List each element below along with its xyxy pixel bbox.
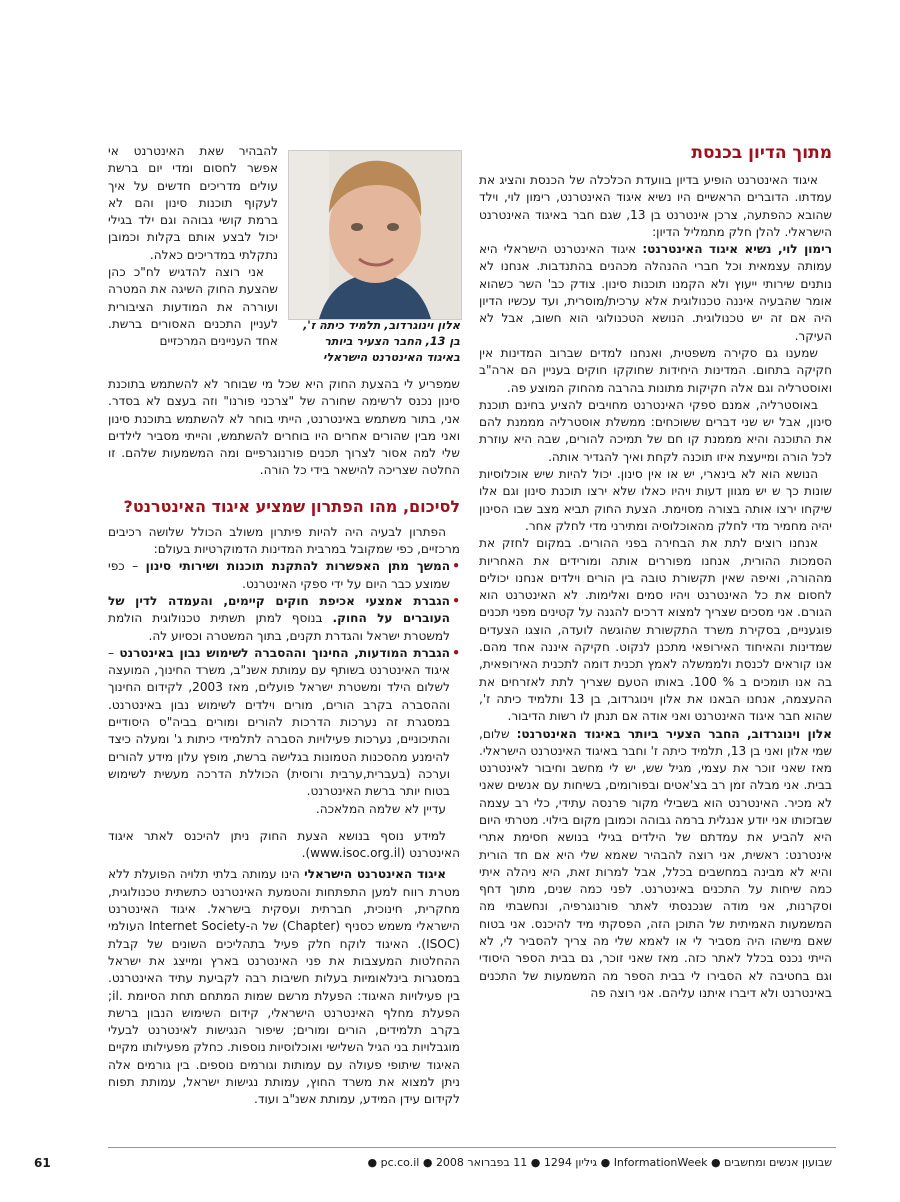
speaker-name: רימון לוי, נשיא איגוד האינטרנט: <box>642 242 832 257</box>
more-info-paragraph: למידע נוסף בנושא הצעת החוק ניתן להיכנס לאתר איגוד האינטרנט (www.isoc.org.il). <box>108 828 460 861</box>
paragraph: שמענו גם סקירה משפטית, ואנחנו למדים שברוב המדינות אין חקיקה בתחום. המדינות היחידות שחוקקו חוקים בעניין הם ארה"ב ואוסטרליה וגם אלה חקיקות מתונות בהרבה מהחוק המוצע פה. <box>479 345 832 395</box>
paragraph: אני רוצה להדגיש לח"כ כהן שהצעת החוק השיגה את המטרה ועוררה את המודעות הציבורית לעניין התכנים האסורים ברשת. אחד העניינים המרכזיים <box>108 265 278 349</box>
paragraph: להבהיר שאת האינטרנט אי אפשר לחסום ומדי יום ברשת עולים מדריכים חדשים על איך לעקוף תוכנות סינון והם לא ברמת קושי גבוהה וגם ילד בגילי יכול לבצע אותם בקלות וכמובן נתקלתי במדריכים כאלה. <box>108 144 278 262</box>
paragraph: הנושא הוא לא בינארי, יש או אין סינון. יכול להיות שיש אוכלוסיות שונות כך ש יש מגוון דעות ויהיו כאלו שלא ירצו תוכנת סינון וגם אלו שיקחו ירצו אותה בצורה מסוימת. הצעת החוק תביא מצב שבו הסינון יהיה מחמיר מדי לחלק מהאוכלוסיה ומתירני מדי לחלק אחר. <box>479 467 832 533</box>
paragraph: הפתרון לבעיה היה להיות פיתרון משולב הכולל שלושה רכיבים מרכזיים, כפי שמקובל במרבית המדינות הדמוקרטיות בעולם: <box>108 524 460 557</box>
list-item: • הגברת המודעות, החינוך וההסברה לשימוש נבון באינטרנט – איגוד האינטרנט בשותף עם עמותת אשנ"ב, משרד החינוך, המועצה לשלום הילד ומשטרת ישראל פועלים, מאז 2003, לקידום החינוך וההסברה בקרב הורים, מורים וילדים לשימוש נבון באינטרנט. במסגרת זה נערכות הדרכות להורים ומורים בביה"ס היסודיים והתיכוניים, נערכות פעילויות הסברה לתלמידי כיתות ג' ומעלה כיצד להימנע מהסכנות הטמונות בגלישה ברשת, מופץ עלון מידע להורים וערכה (בעברית,ערבית ורוסית) הכוללת הדרכה מעשית לשימוש בטוח יותר ברשת האינטרנט. <box>108 645 460 799</box>
paragraph: שמפריע לי בהצעת החוק היא שכל מי שבוחר לא להשתמש בתוכנת סינון נכנס לרשימה שחורה של "צרכני פורנו" וזה בעצם לא בסדר. אני, בתור משתמש באינטרנט, הייתי בוחר לא להשתמש בתוכנת סינון ואני מבין שהורים אחרים היו בוחרים להשתמש, והייתי מסביר לילדים שלי למה אסור לצרוך תכנים פורנוגרפיים ומה המשמעות שלהם. זו החלטה שצריכה להישאר בידי כל הורה. <box>108 377 460 478</box>
portrait-photo <box>288 150 462 320</box>
list-item: • המשך מתן האפשרות להתקנת תוכנות ושירותי סינון – כפי שמוצע כבר היום על ידי ספקי האינטרנט. <box>108 559 460 591</box>
paragraph: איגוד האינטרנט הופיע בדיון בוועדת הכלכלה של הכנסת והציג את עמדתו. הדוברים הראשיים היו נשיא איגוד האינטרנט, רימון לוי, וילד שהובא כהפתעה, צרכן אינטרנט בן 13, שגם חבר באיגוד האינטרנט הישראלי. להלן חלק מתמליל הדיון: <box>479 173 832 239</box>
about-paragraph: הינו עמותה בלתי תלויה הפועלת ללא מטרת רווח למען התפתחות והטמעת האינטרנט כתשתית טכנולוגית, מחקרית, חינוכית, חברתית ועסקית בישראל. איגוד האינטרנט הישראלי משמש כסניף (Chapter) של ה-Internet Society העולמי (ISOC). האיגוד לוקח חלק פעיל בתהליכים השונים של קבלת ההחלטות המעצבות את פני האינטרנט בארץ ומייצג את ישראל במסגרות בינלאומיות בעלות חשיבות רבה לקביעת עתיד האינטרנט. בין פעילויות האיגוד: הפעלת מרשם שמות המתחם תחת הסיומת .il; הפעלת מחלף האינטרנט הישראלי, קידום השימוש הנבון ברשת בקרב תלמידים, הורים ומורים; שיפור הנגישות לאינטרנט לבעלי מוגבלויות בני הגיל השלישי ואוכלוסיות נוספות. כחלק מפעילותו מקיים האיגוד שיתופי פעולה עם עמותות וגורמים נוספים. בין גורמים אלה ניתן למצוא את משרד החוץ, עמותת נגישות ישראל, עמותת תפוח לקידום עידן המידע, עמותת אשנ"ב ועוד. <box>108 867 460 1107</box>
paragraph: באוסטרליה, אמנם ספקי האינטרנט מחויבים להציע בחינם תוכנת סינון, אבל יש שני דברים ששוכחים: ממשלת אוסטרליה מממנת להם את התוכנה והיא מממנת קו חם של תמיכה להורים, שבה היא עוזרת לכל הורה ומייעצת איזו תוכנה לקחת ואיך להגדיר אותה. <box>479 397 832 464</box>
photo-caption: אלון וינוגרדוב, תלמיד כיתה ז', בן 13, החבר הצעיר ביותר באיגוד האינטרנט הישראלי <box>303 319 460 364</box>
page-footer <box>0 1156 900 1176</box>
list-item: • הגברת אמצעי אכיפת חוקים קיימים, והעמדה לדין של העוברים על החוק. בנוסף למתן תשתית טכנולוגית הולמת למשטרת ישראל והגדרת תקנים, בתוך המשטרה וכסיוע לה. <box>108 593 460 643</box>
paragraph: אנחנו רוצים לתת את הבחירה בפני ההורים. במקום לחזק את הסמכות ההורית, אנחנו מפוררים אותה ומורידים את האחריות מההורה, ואיפה שאין תקשורת טובה בין הורים וילדים אנחנו יכולים לחסום את כל האינטרנט ויהיו סמים ואלימות. לא האינטרנט הוא הגורם. אני מסכים שצריך למצוא דרכים להגנה על קטינים מפני תכנים פוגעניים, בסקירת משרד התקשורת שהוגשה לועדה, הוצגו הצעדים שמדינות והאיחוד האירופאי מתכנן לנקוט. חקיקה איננה אחד מהם. אנו קוראים לכנסת ולממשלה לאמץ תכנית דומה לתכנית האירופאית, בה אנו תומכים ב % 100. באותו הטעם שצריך לתת לאזרחים את ההעצמה, אנחנו הבאנו את אלון וינוגרדוב, בן 13 ותלמיד כיתה ז', שהוא חבר איגוד האינטרנט ואני אודה אם תנתן לו רשות הדיבור. <box>479 536 832 724</box>
paragraph: עדיין לא שלמה המלאכה. <box>315 801 446 816</box>
footer-divider <box>108 1147 836 1148</box>
footer-text: שבועון אנשים ומחשבים ● InformationWeek ● גיליון 1294 ● 11 בפברואר 2008 ● pc.co.il ● <box>367 1156 832 1169</box>
summary-heading: לסיכום, מהו הפתרון שמציע איגוד האינטרנט? <box>123 496 460 516</box>
left-column <box>108 376 460 1109</box>
paragraph: איגוד האינטרנט הישראלי היא עמותה עצמאית וכל חברי ההנהלה מכהנים בהתנדבות. אנחנו לא נותנים שירותי ייעוץ ולא הקמנו תוכנות סינון. צודק כב' השר כשהוא אומר שהבעיה איננה טכנולוגית אלא ערכית/מוסרית, ועד עכשיו הדיון היה אם זה יש טכנולוגית. הנושא הטכנולוגי הוא חשוב, אבל לא העיקר. <box>479 242 832 343</box>
left-column-top <box>108 143 278 351</box>
org-name: איגוד האינטרנט הישראלי <box>304 867 446 882</box>
right-column <box>479 140 832 1002</box>
section-heading: מתוך הדיון בכנסת <box>691 143 832 163</box>
page-number: 61 <box>34 1156 51 1170</box>
solution-list <box>108 558 460 800</box>
speaker-name: אלון וינוגרדוב, החבר הצעיר ביותר באיגוד האינטרנט: <box>516 726 832 741</box>
paragraph: שלום, שמי אלון ואני בן 13, תלמיד כיתה ז' וחבר באיגוד האינטרנט הישראלי. מאז שאני זוכר את עצמי, מגיל שש, יש לי מחשב וחיבור לאינטרנט בבית. אני מבלה זמן רב בצ'אטים ובפורומים, בשיחות עם אנשים שאני לא מכיר. האינטרנט הוא בשבילי מקור פרנסה עתידי, כלי רב עצמה שבזכותו אני יודע אנגלית ברמה גבוהה וכמובן מקום בילוי. מטרתי היום היא להביע את עמדתם של הילדים בגילי בנושא חסימת אתרי אינטרנט: ראשית, אני רוצה להבהיר שאמא שלי היא אם חד הורית והיא לא מבינה במחשבים בכלל, אבל למרות זאת, היא ניהלה איתי כמה שיחות על התכנים באינטרנט. לפני כמה שנים, מתוך דחף וסקרנות, אני מודה שנכנסתי לאתר פורנוגרפיה, ונחשבתי מה המשמעות האמיתית של התוכן הזה, הפסקתי מיד להיכנס. אני בטוח שאם מישהו היה מסביר לי או לאמא שלי מה צריך להסביר לי, לא הייתי נכנס בכלל לאתר כזה. מאז שאני זוכר, גם בבית הספר היסודי וגם בחטיבה לא הסבירו לי בבית הספר מה המשמעות של התכנים באינטרנט ולא דיברו איתנו עליהם. אני רוצה פה <box>479 726 833 1000</box>
